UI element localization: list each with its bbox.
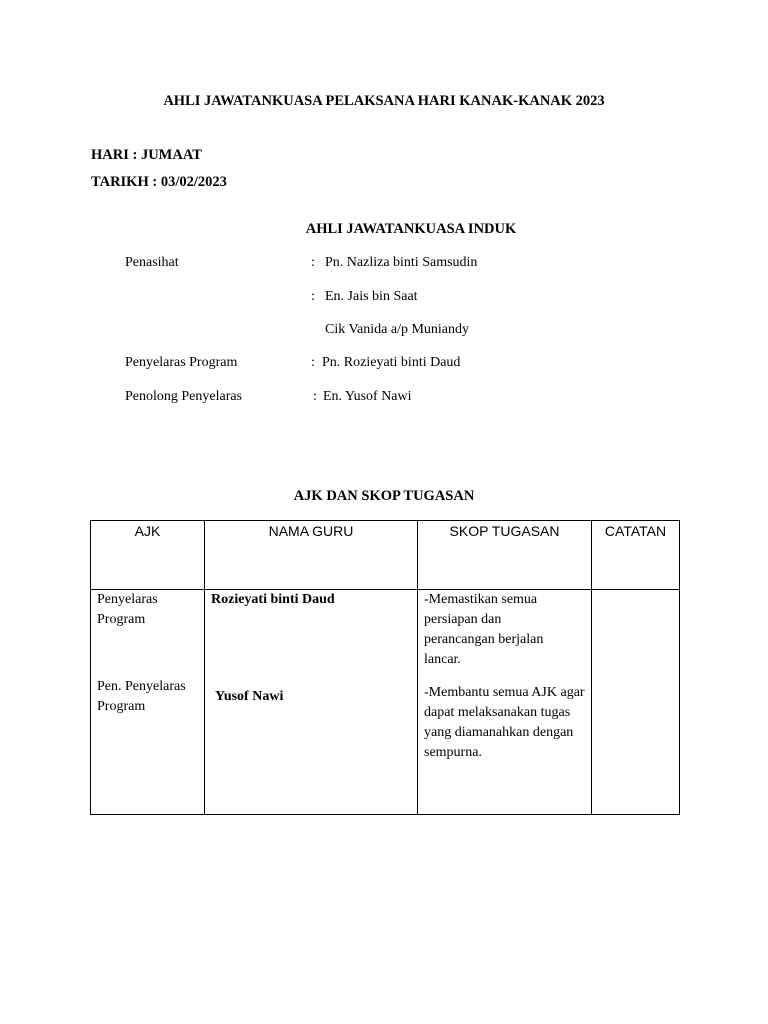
teacher-cell [205,590,418,815]
committee-role: Penolong Penyelaras [125,389,243,404]
day-line: HARI : JUMAAT [91,147,202,163]
scope-text: -Membantu semua AJK agar dapat melaksanakan tugas yang diamanahkan dengan sempurna. [424,685,585,760]
committee-member-name: En. Jais bin Saat [325,289,418,304]
column-header-notes: CATATAN [592,521,680,590]
duties-heading: AJK DAN SKOP TUGASAN [293,488,475,504]
teacher-name: Yusof Nawi [215,689,284,704]
table-row [91,590,680,815]
notes-cell [592,590,680,815]
date-line: TARIKH : 03/02/2023 [91,174,227,190]
document-title: AHLI JAWATANKUASA PELAKSANA HARI KANAK-KANAK 2023 [163,93,605,109]
main-committee-heading: AHLI JAWATANKUASA INDUK [305,221,517,237]
ajk-role: Pen. Penyelaras Program [97,679,186,714]
committee-member-name: En. Yusof Nawi [323,389,412,404]
duties-table [90,520,680,815]
column-header-scope: SKOP TUGASAN [418,521,592,590]
committee-member-name: Pn. Rozieyati binti Daud [322,355,461,370]
committee-separator: : [311,355,315,370]
committee-role: Penyelaras Program [125,355,238,370]
committee-member-name: Cik Vanida a/p Muniandy [325,322,470,337]
table-header-row [91,521,680,590]
committee-role: Penasihat [125,255,179,270]
committee-separator: : [311,255,315,270]
column-header-teacher: NAMA GURU [205,521,418,590]
committee-separator: : [311,289,315,304]
scope-cell [418,590,592,815]
committee-member-name: Pn. Nazliza binti Samsudin [325,255,478,270]
committee-separator: : [313,389,317,404]
teacher-name: Rozieyati binti Daud [211,592,335,607]
scope-text: -Memastikan semua persiapan dan perancangan berjalan lancar. [424,592,544,667]
ajk-role: Penyelaras Program [97,592,158,627]
column-header-ajk: AJK [91,521,205,590]
ajk-cell [91,590,205,815]
